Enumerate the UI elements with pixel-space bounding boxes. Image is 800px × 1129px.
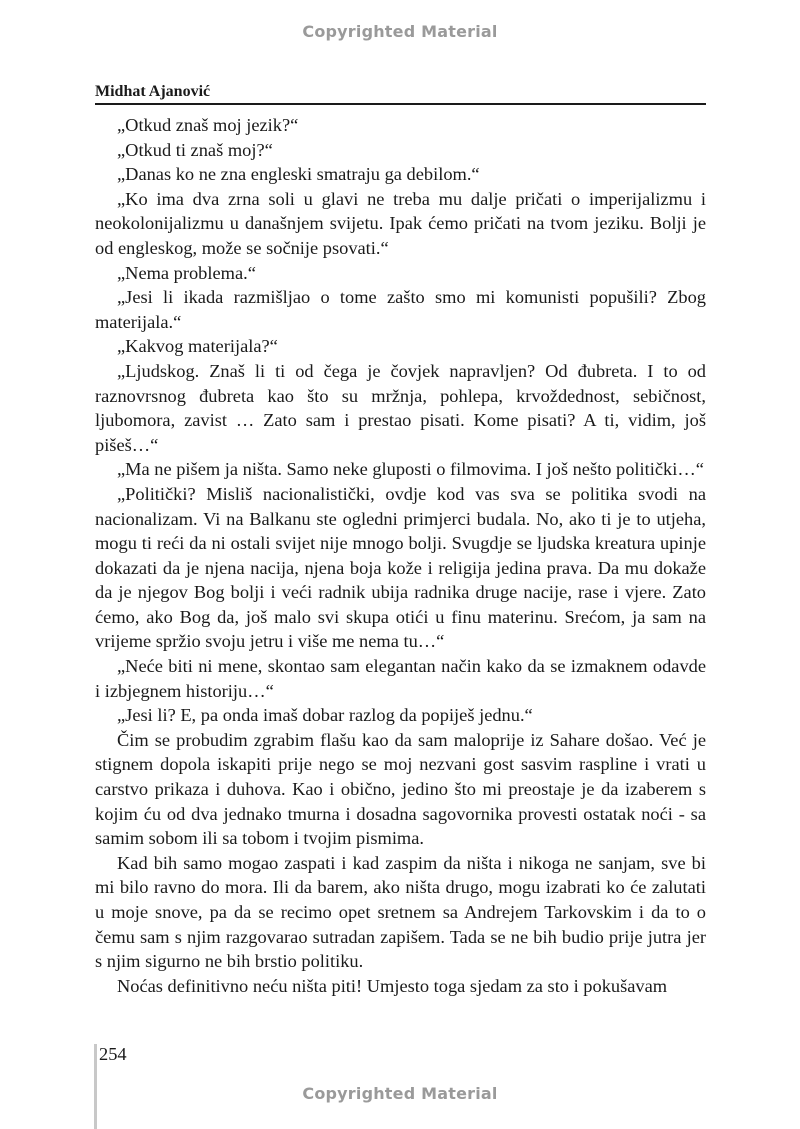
copyright-watermark-top: Copyrighted Material <box>302 22 498 41</box>
paragraph: „Politički? Misliš nacionalistički, ovdje kod vas sva se politika svodi na nacionalizam. Vi na Balkanu ste ogledni primjerci budala. No, ako ti je to utjeha, mogu ti reći da ni ostali svijet nije mnogo bolji. Svugdje se ljudska kreatura upinje dokazati da je njena nacija, njena boja kože i religija jedina prava. Da mu dokaže da je njegov Bog bolji i veći radnik ubija radnika druge nacije, rase i vjere. Zato ćemo, ako Bog da, još malo svi skupa otići u finu materinu. Srećom, ja sam na vrijeme spržio svoju jetru i više me nema tu…“ <box>95 483 706 652</box>
header-rule <box>95 103 706 105</box>
paragraph: „Ljudskog. Znaš li ti od čega je čovjek napravljen? Od đubreta. I to od raznovrsnog đubreta kao što su mržnja, pohlepa, krvoždednost, sebičnost, ljubomora, zavist … Zato sam i prestao pisati. Kome pisati? A ti, vidim, još pišeš…“ <box>95 360 706 455</box>
paragraph: Čim se probudim zgrabim flašu kao da sam maloprije iz Sahare došao. Već je stignem dopola iskapiti prije nego se moj nezvani gost sasvim raspline i vrati u carstvo prikaza i duhova. Kao i obično, jedino što mi preostaje je da izaberem s kojim ću od dva jednako tmurna i dosadna sagovornika provesti ostatak noći - sa samim sobom ili sa tobom i tvojim pismima. <box>95 729 706 849</box>
paragraph: „Danas ko ne zna engleski smatraju ga debilom.“ <box>117 164 480 185</box>
page-number: 254 <box>99 1044 127 1064</box>
paragraph: „Jesi li? E, pa onda imaš dobar razlog da popiješ jednu.“ <box>117 705 533 726</box>
paragraph: Kad bih samo mogao zaspati i kad zaspim da ništa i nikoga ne sanjam, sve bi mi bilo ravno do mora. Ili da barem, ako ništa drugo, mogu izabrati ko će zalutati u moje snove, pa da se recimo opet sretnem sa Andrejem Tarkovskim i da to o čemu sam s njim razgovarao sutradan zapišem. Tada se ne bih budio prije jutra jer s njim sigurno ne bih brstio politiku. <box>95 852 706 972</box>
paragraph: „Ma ne pišem ja ništa. Samo neke gluposti o filmovima. I još nešto politički…“ <box>117 459 704 480</box>
paragraph: „Kakvog materijala?“ <box>117 336 278 357</box>
paragraph: „Neće biti ni mene, skontao sam elegantan način kako da se izmaknem odavde i izbjegnem historiju…“ <box>95 656 706 701</box>
paragraph: Noćas definitivno neću ništa piti! Umjesto toga sjedam za sto i pokušavam <box>117 975 668 996</box>
paragraph: „Otkud ti znaš moj?“ <box>117 139 273 160</box>
paragraph: „Ko ima dva zrna soli u glavi ne treba mu dalje pričati o imperijalizmu i neokolonijalizmu u današnjem svijetu. Ipak ćemo pričati na tvom jeziku. Bolji je od engleskog, može se sočnije psovati.“ <box>95 188 706 258</box>
paragraph: „Otkud znaš moj jezik?“ <box>117 115 299 135</box>
running-head-author: Midhat Ajanović <box>95 83 211 100</box>
body-text <box>95 113 706 998</box>
paragraph: „Jesi li ikada razmišljao o tome zašto smo mi komunisti popušili? Zbog materijala.“ <box>95 287 706 332</box>
copyright-watermark-bottom: Copyrighted Material <box>302 1084 498 1103</box>
paragraph: „Nema problema.“ <box>117 262 256 283</box>
